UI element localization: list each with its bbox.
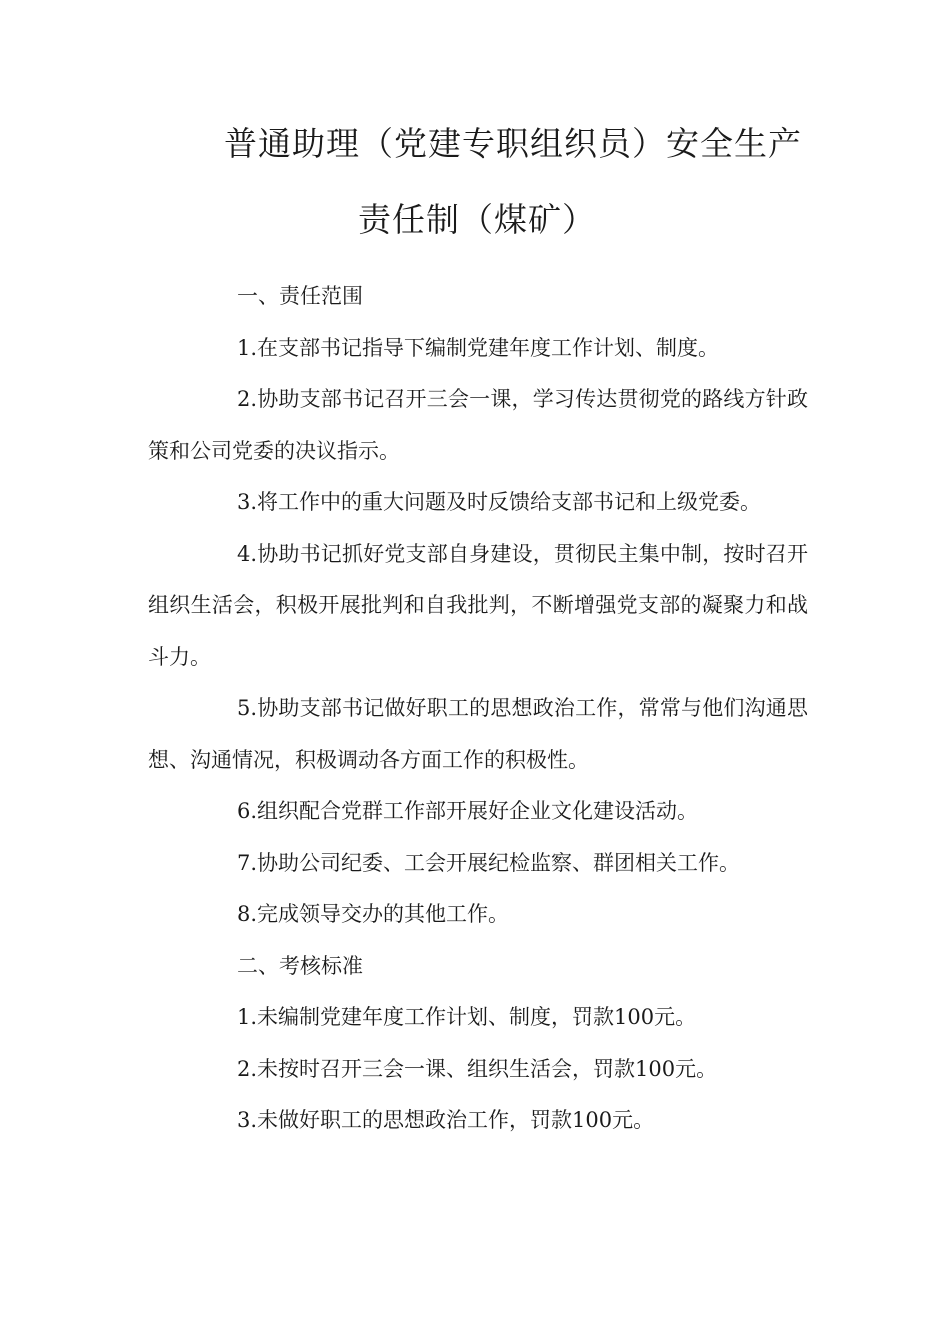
document-body	[148, 271, 808, 1147]
scope-item-5: 5.协助支部书记做好职工的思想政治工作，常常与他们沟通思想、沟通情况，积极调动各方面工作的积极性。	[148, 696, 808, 772]
section-heading-scope: 一、责任范围	[237, 284, 363, 308]
assessment-item-3: 3.未做好职工的思想政治工作，罚款100元。	[237, 1108, 655, 1132]
scope-item-8: 8.完成领导交办的其他工作。	[237, 902, 510, 926]
scope-item-1: 1.在支部书记指导下编制党建年度工作计划、制度。	[237, 335, 720, 360]
assessment-item-1: 1.未编制党建年度工作计划、制度，罚款100元。	[237, 1005, 697, 1029]
scope-item-6: 6.组织配合党群工作部开展好企业文化建设活动。	[237, 799, 699, 823]
document-title-line-2: 责任制（煤矿）	[358, 200, 596, 239]
scope-item-3: 3.将工作中的重大问题及时反馈给支部书记和上级党委。	[237, 490, 762, 514]
section-heading-assessment: 二、考核标准	[237, 953, 363, 978]
assessment-item-2: 2.未按时召开三会一课、组织生活会，罚款100元。	[237, 1056, 718, 1081]
scope-item-4: 4.协助书记抓好党支部自身建设，贯彻民主集中制，按时召开组织生活会，积极开展批判和自我批判，不断增强党支部的凝聚力和战斗力。	[148, 541, 808, 669]
scope-item-7: 7.协助公司纪委、工会开展纪检监察、群团相关工作。	[237, 850, 741, 875]
document-title-line-1: 普通助理（党建专职组织员）安全生产	[224, 124, 802, 163]
scope-item-2: 2.协助支部书记召开三会一课，学习传达贯彻党的路线方针政策和公司党委的决议指示。	[148, 387, 808, 463]
